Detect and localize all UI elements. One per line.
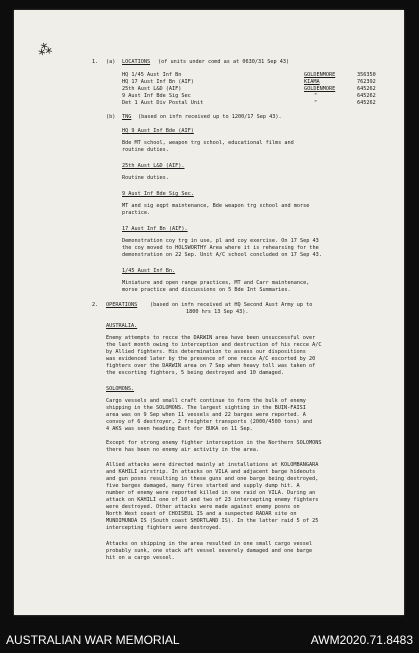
paragraph-line: morse practice and discussions on 5 Bde Int Summaries. — [122, 287, 291, 293]
unit-place: GOLDENMORE — [304, 72, 336, 78]
paragraph-line: the coy moved to HOLSWORTHY Area where it is rehearsing for the — [122, 245, 319, 251]
ld-heading: 25th Aust L&D (AIF). — [122, 163, 185, 169]
paragraph-line: there has been no enemy air activity in the area. — [106, 447, 260, 453]
unit-place: KIAMA — [304, 79, 320, 85]
training-note: (based on infn received up to 1200/17 Sep 43). — [138, 114, 282, 120]
paragraph-line: five barges damaged, many fires started and supply dump hit. A — [106, 483, 300, 489]
paragraph-line: Miniature and open range practices, MT and Carr maintenance, — [122, 280, 310, 286]
section-1-number: 1. — [92, 59, 99, 65]
paragraph-line: Routine duties. — [122, 175, 169, 181]
paragraph-line: 4 AKS was seen heading East for BUKA on 11 Sep. — [106, 426, 253, 432]
section-1a-label: (a) — [106, 59, 116, 65]
unit-ref: 645262 — [357, 93, 376, 99]
paragraph-line: Except for strong enemy fighter interception in the Northern SOLOMONS — [106, 440, 322, 446]
document-page — [14, 10, 404, 615]
paragraph-line: shipping in the SOLOMONS. The largest sighting in the BUIN-FAISI — [106, 405, 306, 411]
paragraph-line: routine duties. — [122, 147, 169, 153]
archive-name: AUSTRALIAN WAR MEMORIAL — [6, 633, 180, 647]
paragraph-line: were destroyed. Other attacks were made against enemy posns on — [106, 504, 300, 510]
bn17-heading: 17 Aust Inf Bn (AIF). — [122, 226, 188, 232]
sig-sec-heading: 9 Aust Inf Bde Sig Sec. — [122, 191, 194, 197]
paragraph-line: North West coast of CHOISEUL IS and a suspected RADAR site on — [106, 511, 297, 517]
unit-place: " — [314, 100, 318, 106]
unit-ref: 645262 — [357, 100, 376, 106]
unit-place: " — [314, 93, 318, 99]
paragraph-line: Cargo vessels and small craft continue to form the bulk of enemy — [106, 398, 306, 404]
paragraph-line: the escorting fighters, 5 being destroyed and 10 damaged. — [106, 370, 285, 376]
paragraph-line: the last month owing to interception and destruction of his recce A/C — [106, 342, 322, 348]
paragraph-line: Attacks on shipping in the area resulted in one small cargo vessel — [106, 541, 313, 547]
hq-bde-heading: HQ 9 Aust Inf Bde (AIF) — [122, 128, 194, 134]
paragraph-line: probably sunk, one stack aft vessel severely damaged and one barge — [106, 548, 313, 554]
paragraph-line: and KAHILI airstrip. In attacks on VILA and adjacent barge hideouts — [106, 469, 316, 475]
unit-name: 9 Aust Inf Bde Sig Sec — [122, 93, 191, 99]
paragraph-line: Enemy attempts to recce the DARWIN area have been unsuccessful over — [106, 335, 316, 341]
unit-place: GOLDENMORE — [304, 86, 336, 92]
unit-ref: 356350 — [357, 72, 376, 78]
paragraph-line: Demonstration coy trg in use, pl and coy exercise. On 17 Sep 43 — [122, 238, 319, 244]
paragraph-line: attack on KAHILI one of 10 and two of 23 intercepting enemy fighters — [106, 497, 319, 503]
document-body — [14, 10, 404, 615]
operations-note: 1800 hrs 13 Sep 43). — [186, 309, 249, 315]
section-2-number: 2. — [92, 302, 99, 308]
paragraph-line: was evidenced later by the presence of one recce A/C escorted by 20 — [106, 356, 316, 362]
bn45-heading: 1/45 Aust Inf Bn. — [122, 268, 176, 274]
locations-heading: LOCATIONS — [122, 59, 151, 65]
paragraph-line: hit on a cargo vessel. — [106, 555, 175, 561]
unit-ref: 762392 — [357, 79, 376, 85]
paragraph-line: area was on 9 Sep when 11 vessels and 22 barges were reported. A — [106, 412, 306, 418]
operations-heading: OPERATIONS — [106, 302, 138, 308]
paragraph-line: convoy of 6 destroyer, 2 freighter transports (2000/4500 tons) and — [106, 419, 313, 425]
locations-note: (of units under comd as at 0630/31 Sep 43) — [158, 59, 290, 65]
solomons-heading: SOLOMONS. — [106, 386, 135, 392]
paragraph-line: number of enemy were reported killed in one raid on VILA. During an — [106, 490, 316, 496]
operations-note: (based on infn received at HQ Second Aust Army up to — [150, 302, 313, 308]
paragraph-line: MUNDIMUNDA IS (South coast SHORTLAND IS). In the latter raid 5 of 25 — [106, 518, 319, 524]
paragraph-line: practice. — [122, 210, 151, 216]
unit-name: 25th Aust L&D (AIF) — [122, 86, 182, 92]
archive-reference: AWM2020.71.8483 — [310, 633, 413, 647]
section-1b-label: (b) — [106, 114, 116, 120]
paragraph-line: and gun posns resulting in these guns and one barge being destroyed, — [106, 476, 319, 482]
australia-heading: AUSTRALIA. — [106, 323, 138, 329]
handwritten-mark: ⁂ — [36, 40, 54, 60]
unit-name: HQ 1/45 Aust Inf Bn — [122, 72, 182, 78]
paragraph-line: Bde MT school, weapon trg school, educational films and — [122, 140, 294, 146]
paragraph-line: MT and sig eqpt maintenance, Bde weapon trg school and morse — [122, 203, 310, 209]
paragraph-line: intercepting fighters were destroyed. — [106, 525, 222, 531]
training-heading: TNG — [122, 114, 132, 120]
paragraph-line: Allied attacks were directed mainly at installations at KOLOMBANGARA — [106, 462, 319, 468]
paragraph-line: demonstration on 22 Sep. Unit A/C school concluded on 17 Sep 43. — [122, 252, 322, 258]
unit-name: Det 1 Aust Div Postal Unit — [122, 100, 204, 106]
unit-name: HQ 17 Aust Inf Bn (AIF) — [122, 79, 194, 85]
unit-ref: 645262 — [357, 86, 376, 92]
paragraph-line: fighters over the DARWIN area on 7 Sep when heavy toll was taken of — [106, 363, 316, 369]
paragraph-line: by Allied fighters. His determination to assess our dispositions — [106, 349, 306, 355]
archive-footer — [0, 617, 419, 653]
